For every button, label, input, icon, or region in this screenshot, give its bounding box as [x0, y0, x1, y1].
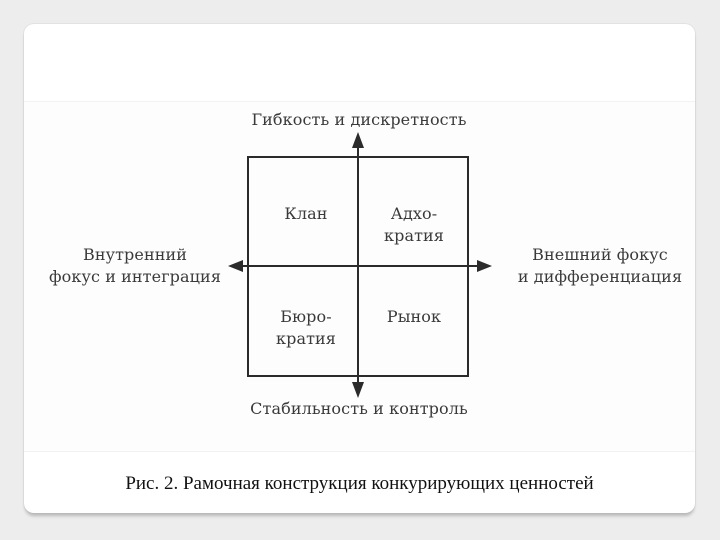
- axis-label-right-line-1: Внешний фокус: [532, 245, 668, 264]
- quadrant-clan: [256, 203, 356, 225]
- quadrant-adhocracy: [364, 203, 464, 247]
- axis-label-right: [500, 244, 700, 288]
- arrow-left-icon: [228, 260, 243, 272]
- quadrant-adhocracy-line-1: Адхо-: [390, 204, 438, 223]
- arrow-right-icon: [477, 260, 492, 272]
- quadrant-adhocracy-line-2: кратия: [384, 226, 444, 245]
- axis-label-left-line-1: Внутренний: [82, 245, 188, 264]
- figure-caption: Рис. 2. Рамочная конструкция конкурирующих ценностей: [125, 473, 594, 494]
- axis-label-bottom: Стабильность и контроль: [250, 399, 468, 418]
- arrow-up-icon: [352, 132, 364, 148]
- axis-label-left-line-2: фокус и интеграция: [48, 267, 222, 286]
- quadrant-bureaucracy: [256, 306, 356, 350]
- arrow-down-icon: [352, 382, 364, 398]
- quadrant-bureaucracy-line-1: Бюро-: [280, 307, 332, 326]
- quadrant-bureaucracy-line-2: кратия: [276, 329, 336, 348]
- quadrant-market-label: Рынок: [386, 307, 442, 326]
- axis-label-left: [40, 244, 230, 288]
- axis-label-right-line-2: и дифференциация: [517, 267, 683, 286]
- quadrant-clan-label: Клан: [284, 204, 328, 223]
- axis-label-top: Гибкость и дискретность: [251, 110, 467, 129]
- quadrant-market: [364, 306, 464, 328]
